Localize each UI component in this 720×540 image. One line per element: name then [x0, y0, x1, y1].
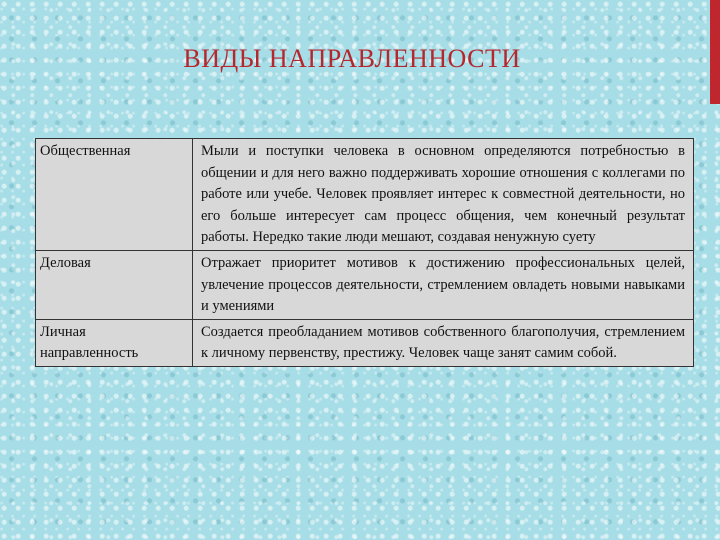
orientation-type-cell: Общественная — [36, 139, 193, 251]
table-row — [36, 319, 694, 366]
orientation-description-cell: Отражает приоритет мотивов к достижению профессиональных целей, увлечение процессов деятельности, стремлением овладеть новыми навыками и умениями — [193, 250, 694, 319]
accent-bar — [710, 0, 720, 104]
orientation-description-cell: Мыли и поступки человека в основном определяются потребностью в общении и для него важно поддерживать хорошие отношения с коллегами по работе или учебе. Человек проявляет интерес к совместной деятельности, но его больше интересует сам процесс общения, чем конечный результат работы. Нередко такие люди мешают, создавая ненужную суету — [193, 139, 694, 251]
slide-title: ВИДЫ НАПРАВЛЕННОСТИ — [183, 44, 521, 73]
table-row — [36, 250, 694, 319]
table-row — [36, 139, 694, 251]
orientation-description-cell: Создается преобладанием мотивов собственного благополучия, стремлением к личному первенству, престижу. Человек чаще занят самим собой. — [193, 319, 694, 366]
orientation-type-cell: Деловая — [36, 250, 193, 319]
orientation-type-cell: Личная направленность — [36, 319, 193, 366]
orientation-types-table — [35, 138, 694, 367]
